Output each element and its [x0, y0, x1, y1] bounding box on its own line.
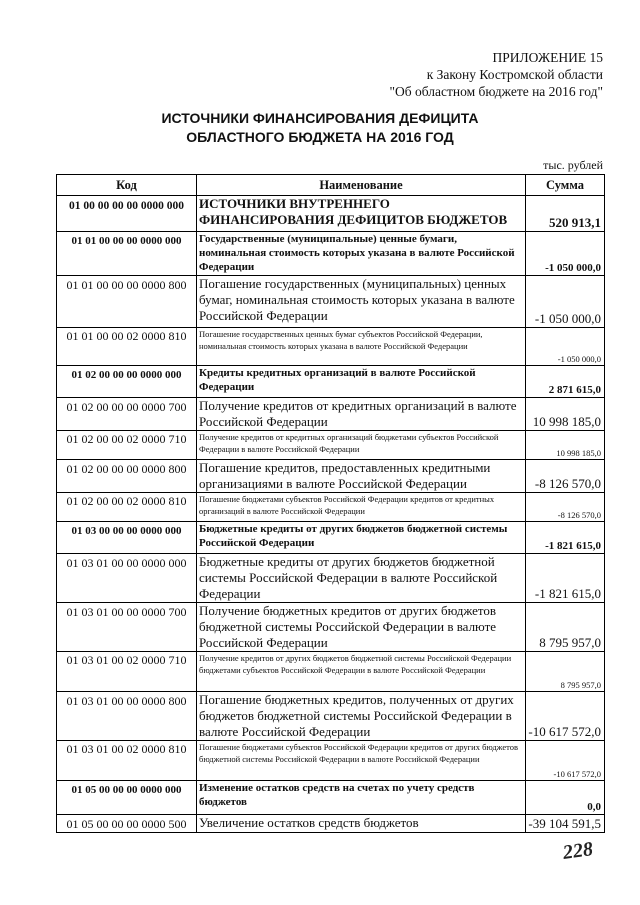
row-code: 01 02 00 00 00 0000 700 — [57, 398, 197, 431]
row-sum: 520 913,1 — [526, 196, 605, 232]
appendix-number: ПРИЛОЖЕНИЕ 15 — [492, 50, 603, 65]
table-row — [57, 493, 605, 522]
table-header-row — [57, 175, 605, 196]
header-name: Наименование — [197, 175, 526, 196]
row-name: Получение кредитов от кредитных организаций бюджетами субъектов Российской Федерации в валюте Российской Федерации — [197, 431, 526, 460]
row-name: Увеличение остатков средств бюджетов — [197, 815, 526, 833]
row-name: Государственные (муниципальные) ценные бумаги, номинальная стоимость которых указана в валюте Российской Федерации — [197, 232, 526, 276]
row-sum: -1 050 000,0 — [526, 232, 605, 276]
appendix-law-title: "Об областном бюджете на 2016 год" — [389, 84, 603, 99]
row-name: Бюджетные кредиты от других бюджетов бюджетной системы Российской Федерации — [197, 522, 526, 554]
title-line-1: ИСТОЧНИКИ ФИНАНСИРОВАНИЯ ДЕФИЦИТА — [161, 110, 479, 126]
row-name: Получение кредитов от других бюджетов бюджетной системы Российской Федерации бюджетами субъектов Российской Федерации в валюте Российской Федерации — [197, 652, 526, 692]
table-row — [57, 554, 605, 603]
row-sum: 10 998 185,0 — [526, 431, 605, 460]
table-row — [57, 328, 605, 366]
handwritten-page-number: 228 — [561, 838, 595, 864]
table-row — [57, 398, 605, 431]
table-row — [57, 276, 605, 328]
row-name: Погашение бюджетами субъектов Российской Федерации кредитов от других бюджетов бюджетной системы Российской Федерации в валюте Российской Федерации — [197, 741, 526, 781]
table-row — [57, 431, 605, 460]
header-sum: Сумма — [526, 175, 605, 196]
row-code: 01 01 00 00 00 0000 800 — [57, 276, 197, 328]
row-sum: 8 795 957,0 — [526, 652, 605, 692]
row-name: Получение кредитов от кредитных организаций в валюте Российской Федерации — [197, 398, 526, 431]
table-row — [57, 460, 605, 493]
row-name: ИСТОЧНИКИ ВНУТРЕННЕГО ФИНАНСИРОВАНИЯ ДЕФИЦИТОВ БЮДЖЕТОВ — [197, 196, 526, 232]
row-sum: -1 821 615,0 — [526, 522, 605, 554]
row-sum: 8 795 957,0 — [526, 603, 605, 652]
row-code: 01 03 01 00 00 0000 700 — [57, 603, 197, 652]
row-sum: -1 821 615,0 — [526, 554, 605, 603]
table-row — [57, 196, 605, 232]
row-name: Погашение государственных ценных бумаг субъектов Российской Федерации, номинальная стоимость которых указана в валюте Российской Федерации — [197, 328, 526, 366]
table-row — [57, 232, 605, 276]
row-code: 01 00 00 00 00 0000 000 — [57, 196, 197, 232]
appendix-law: к Закону Костромской области — [426, 67, 603, 82]
units-label: тыс. рублей — [543, 158, 603, 172]
row-sum: -1 050 000,0 — [526, 328, 605, 366]
row-sum: -8 126 570,0 — [526, 493, 605, 522]
row-code: 01 03 01 00 00 0000 800 — [57, 692, 197, 741]
page-title — [0, 109, 640, 147]
appendix-header — [390, 49, 604, 100]
row-code: 01 05 00 00 00 0000 000 — [57, 781, 197, 815]
table-row — [57, 522, 605, 554]
row-sum: 2 871 615,0 — [526, 366, 605, 398]
table-row — [57, 652, 605, 692]
row-sum: -8 126 570,0 — [526, 460, 605, 493]
header-code: Код — [57, 175, 197, 196]
row-name: Погашение кредитов, предоставленных кредитными организациями в валюте Российской Федерации — [197, 460, 526, 493]
row-name: Изменение остатков средств на счетах по учету средств бюджетов — [197, 781, 526, 815]
row-sum: -10 617 572,0 — [526, 692, 605, 741]
row-sum: -39 104 591,5 — [526, 815, 605, 833]
row-name: Кредиты кредитных организаций в валюте Российской Федерации — [197, 366, 526, 398]
row-name: Бюджетные кредиты от других бюджетов бюджетной системы Российской Федерации в валюте Российской Федерации — [197, 554, 526, 603]
row-code: 01 01 00 00 00 0000 000 — [57, 232, 197, 276]
row-code: 01 02 00 00 02 0000 810 — [57, 493, 197, 522]
row-name: Погашение бюджетами субъектов Российской Федерации кредитов от кредитных организаций в валюте Российской Федерации — [197, 493, 526, 522]
row-name: Погашение бюджетных кредитов, полученных от других бюджетов бюджетной системы Российской Федерации в валюте Российской Федерации — [197, 692, 526, 741]
table-row — [57, 815, 605, 833]
table-row — [57, 603, 605, 652]
table-row — [57, 741, 605, 781]
row-code: 01 05 00 00 00 0000 500 — [57, 815, 197, 833]
table-row — [57, 366, 605, 398]
title-line-2: ОБЛАСТНОГО БЮДЖЕТА НА 2016 ГОД — [186, 129, 454, 145]
row-name: Получение бюджетных кредитов от других бюджетов бюджетной системы Российской Федерации в валюте Российской Федерации — [197, 603, 526, 652]
row-code: 01 03 01 00 00 0000 000 — [57, 554, 197, 603]
row-sum: 10 998 185,0 — [526, 398, 605, 431]
row-code: 01 01 00 00 02 0000 810 — [57, 328, 197, 366]
row-name: Погашение государственных (муниципальных) ценных бумаг, номинальная стоимость которых указана в валюте Российской Федерации — [197, 276, 526, 328]
row-code: 01 02 00 00 00 0000 000 — [57, 366, 197, 398]
table-row — [57, 692, 605, 741]
financing-sources-table — [56, 174, 605, 833]
row-sum: -10 617 572,0 — [526, 741, 605, 781]
row-code: 01 03 01 00 02 0000 710 — [57, 652, 197, 692]
row-sum: 0,0 — [526, 781, 605, 815]
row-code: 01 02 00 00 02 0000 710 — [57, 431, 197, 460]
row-code: 01 03 00 00 00 0000 000 — [57, 522, 197, 554]
row-sum: -1 050 000,0 — [526, 276, 605, 328]
row-code: 01 03 01 00 02 0000 810 — [57, 741, 197, 781]
table-row — [57, 781, 605, 815]
row-code: 01 02 00 00 00 0000 800 — [57, 460, 197, 493]
